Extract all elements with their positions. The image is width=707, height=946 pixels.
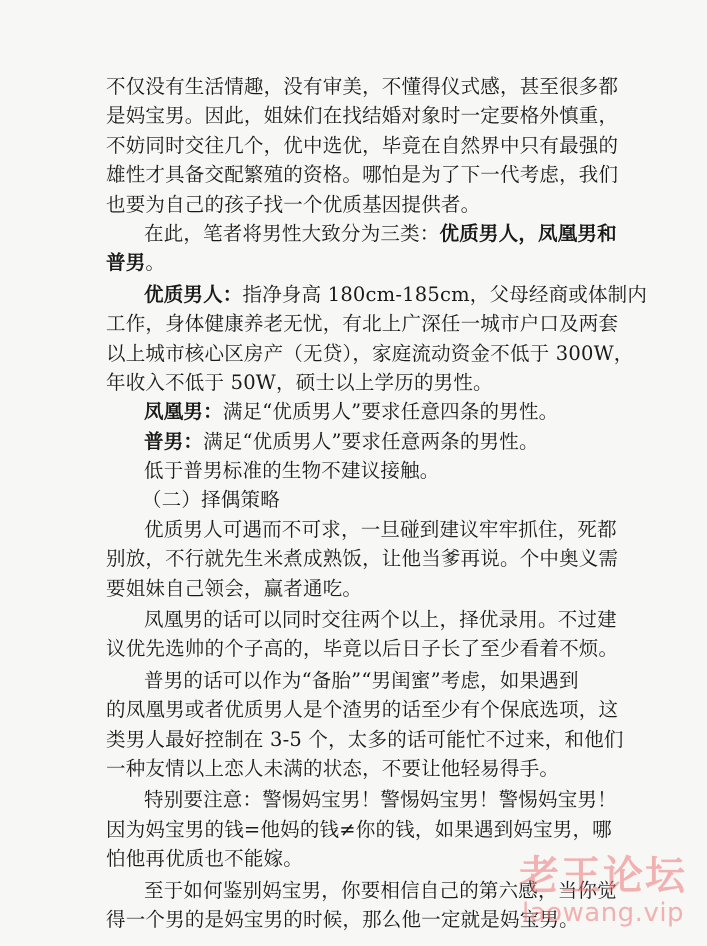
text-line: 凤凰男的话可以同时交往两个以上，择优录用。不过建 bbox=[144, 608, 617, 632]
below-ordinary-note: 低于普男标准的生物不建议接触。 bbox=[144, 459, 440, 483]
text-line: 特别要注意：警惕妈宝男！警惕妈宝男！警惕妈宝男！ bbox=[144, 788, 617, 812]
text-line: 不妨同时交往几个，优中选优，毕竟在自然界中只有最强的 bbox=[106, 133, 619, 157]
text-line bbox=[106, 397, 599, 426]
text-line: 普男的话可以作为“备胎”“男闺蜜”考虑，如果遇到 bbox=[144, 668, 579, 692]
definition-text: 满足“优质男人”要求任意两条的男性。 bbox=[203, 429, 539, 453]
strategy-premium-paragraph bbox=[106, 515, 619, 603]
strategy-phoenix-paragraph bbox=[106, 605, 619, 664]
text-line bbox=[106, 219, 617, 248]
premium-definition bbox=[106, 280, 648, 398]
text-line: 雄性才具备交配繁殖的资格。哪怕是为了下一代考虑，我们 bbox=[106, 163, 619, 187]
watermark-cn-text: 老王论坛 bbox=[519, 853, 687, 899]
text-line: 至于如何鉴别妈宝男，你要相信自己的第六感，当你觉 bbox=[144, 878, 617, 902]
text-line: 以上城市核心区房产（无贷），家庭流动资金不低于 300W， bbox=[106, 341, 634, 365]
text-line: 优质男人可遇而不可求，一旦碰到建议牢牢抓住，死都 bbox=[144, 517, 617, 541]
definition-term: 优质男人： bbox=[144, 282, 243, 306]
text-line: 是妈宝男。因此，姐妹们在找结婚对象时一定要格外慎重， bbox=[106, 104, 619, 128]
phoenix-definition bbox=[106, 397, 599, 426]
strategy-ordinary-paragraph bbox=[106, 666, 624, 784]
text-line: 也要为自己的孩子找一个优质基因提供者。 bbox=[106, 192, 481, 216]
categories-list-bold: 优质男人，凤凰男和 bbox=[439, 221, 617, 245]
categories-intro-paragraph bbox=[106, 219, 617, 278]
categories-intro-text: 在此，笔者将男性大致分为三类： bbox=[144, 221, 440, 245]
categories-list-bold: 普男 bbox=[106, 251, 146, 275]
watermark-url-text: laowang.vip bbox=[521, 898, 685, 928]
text-line: 类男人最好控制在 3-5 个，太多的话可能忙不过来，和他们 bbox=[106, 727, 624, 751]
definition-text: 满足“优质男人”要求任意四条的男性。 bbox=[222, 400, 559, 424]
text-line bbox=[106, 280, 648, 309]
text-line bbox=[106, 427, 599, 456]
text-line: 不仅没有生活情趣，没有审美，不懂得仪式感，甚至很多都 bbox=[106, 75, 619, 98]
section-heading: （二）择偶策略 bbox=[142, 488, 280, 512]
intro-paragraph bbox=[106, 72, 619, 219]
period: 。 bbox=[145, 251, 166, 275]
text-line: 别放，不行就先生米煮成熟饭，让他当爹再说。个中奥义需 bbox=[106, 547, 619, 571]
definition-term: 普男： bbox=[144, 429, 204, 453]
text-line: 工作，身体健康养老无忧，有北上广深任一城市户口及两套 bbox=[106, 312, 619, 336]
text-line: 的凤凰男或者优质男人是个渣男的话至少有个保底选项，这 bbox=[106, 698, 619, 722]
text-line: 议优先选帅的个子高的，毕竟以后日子长了至少看着不烦。 bbox=[106, 637, 619, 661]
text-line: 怕他再优质也不能嫁。 bbox=[106, 847, 304, 871]
text-line bbox=[106, 248, 599, 277]
ordinary-definition bbox=[106, 427, 599, 456]
text-line: 得一个男的是妈宝男的时候，那么他一定就是妈宝男。 bbox=[106, 907, 579, 931]
definition-text: 指净身高 180cm-185cm，父母经商或体制内 bbox=[242, 282, 648, 306]
warning-paragraph bbox=[106, 785, 617, 873]
text-line: 因为妈宝男的钱=他妈的钱≠你的钱，如果遇到妈宝男，哪 bbox=[106, 817, 612, 841]
text-line: 年收入不低于 50W，硕士以上学历的男性。 bbox=[106, 370, 493, 394]
text-line: 要姐妹自己领会，赢者通吃。 bbox=[106, 576, 363, 600]
definition-term: 凤凰男： bbox=[144, 400, 223, 424]
text-line: 一种友情以上恋人未满的状态，不要让他轻易得手。 bbox=[106, 756, 560, 780]
